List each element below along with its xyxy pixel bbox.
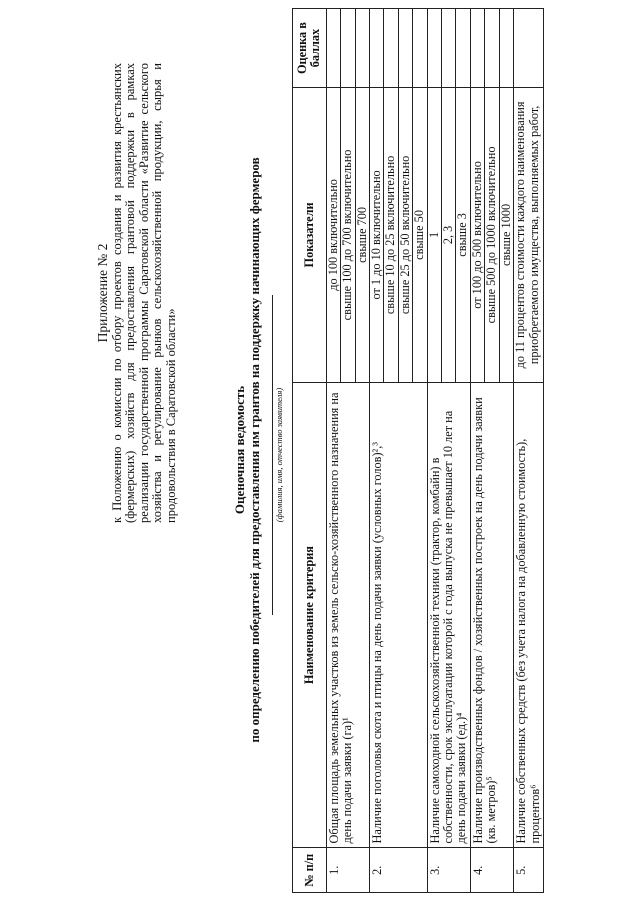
- indicators-cell: [326, 88, 369, 383]
- criterion-cell: Наличие самоходной сельскохозяйственной техники (трактор, комбайн) в собственности, срок эксплуатации которой с года выпуска не превышает 10 лет на день подачи заявки (ед.)⁴: [427, 382, 470, 848]
- appendix-text: к Положению о комиссии по отбору проектов создания и развития крестьянских (фермерских) хозяйств для предоставления грантовой поддержки в рамках реализации государственной программы Саратовской области «Развитие сельского хозяйства и регулирование рынков сельскохозяйственной продукции, сырья и продовольствия в Саратовской области»: [109, 63, 178, 523]
- criterion-cell: Наличие поголовья скота и птицы на день подачи заявки (условных голов)²,³: [370, 382, 428, 848]
- score-slot: [456, 9, 469, 87]
- table-row: [514, 9, 544, 893]
- criterion-cell: Наличие собственных средств (без учета налога на добавленную стоимость), процентов⁶: [514, 382, 544, 848]
- indicator-item: свыше 10 до 25 включительно: [384, 88, 398, 382]
- header-indicators: Показатели: [293, 88, 327, 383]
- table-row: [427, 9, 470, 893]
- header-score: Оценка в баллах: [293, 9, 327, 88]
- indicator-item: до 100 включительно: [327, 88, 341, 382]
- indicator-item: свыше 50: [412, 210, 427, 260]
- indicator-item: свыше 100 до 700 включительно: [341, 88, 355, 382]
- indicator-item: свыше 1000: [498, 203, 513, 266]
- indicator-item: 2, 3: [442, 88, 456, 382]
- header-num: № п/п: [293, 848, 327, 893]
- score-cell: [470, 9, 513, 88]
- indicators-cell: [427, 88, 470, 383]
- score-cell: [514, 9, 544, 88]
- indicator-item: свыше 700: [354, 206, 369, 263]
- sheet-title: Оценочная ведомость: [232, 385, 247, 515]
- row-number: 2.: [370, 848, 428, 893]
- indicator-item: свыше 3: [455, 213, 470, 257]
- indicator-item: свыше 500 до 1000 включительно: [485, 88, 499, 382]
- score-slot: [500, 9, 513, 87]
- score-slot: [370, 9, 384, 87]
- indicator-item: от 1 до 10 включительно: [370, 88, 384, 382]
- indicator-item: от 100 до 500 включительно: [471, 88, 485, 382]
- score-slot: [413, 9, 426, 87]
- score-slot: [442, 9, 456, 87]
- criterion-cell: Общая площадь земельных участков из земель сельско-хозяйственного назначения на день подачи заявки (га)¹: [326, 382, 369, 848]
- indicator-item: 1: [428, 88, 442, 382]
- score-slot: [399, 9, 413, 87]
- score-slot: [341, 9, 355, 87]
- applicant-name-line: [272, 295, 273, 615]
- score-cell: [427, 9, 470, 88]
- indicators-cell: [370, 88, 428, 383]
- criterion-cell: Наличие производственных фондов / хозяйственных построек на день подачи заявки (кв. метров)⁵: [470, 382, 513, 848]
- appendix-block: [96, 63, 179, 523]
- table-row: [470, 9, 513, 893]
- indicator-item: до 11 процентов стоимости каждого наименования приобретаемого имущества, выполняемых работ,: [513, 101, 541, 369]
- indicator-item: свыше 25 до 50 включительно: [399, 88, 413, 382]
- score-slot: [514, 9, 527, 87]
- score-slot: [485, 9, 499, 87]
- table-row: [370, 9, 428, 893]
- indicators-cell: [470, 88, 513, 383]
- sheet-subtitle: по определению победителей для предоставления им грантов на поддержку начинающих фермеров: [247, 157, 262, 743]
- score-slot: [327, 9, 341, 87]
- criteria-table: [292, 8, 544, 893]
- appendix-title: Приложение № 2: [95, 243, 110, 343]
- indicators-cell: [514, 88, 544, 383]
- header-criterion: Наименование критерия: [293, 382, 327, 848]
- score-slot: [471, 9, 485, 87]
- row-number: 3.: [427, 848, 470, 893]
- table-body: [326, 9, 543, 893]
- score-slot: [384, 9, 398, 87]
- score-cell: [370, 9, 428, 88]
- table-row: [326, 9, 369, 893]
- score-cell: [326, 9, 369, 88]
- score-slot: [428, 9, 442, 87]
- applicant-name-hint: (фамилия, имя, отчество заявителя): [274, 387, 284, 523]
- table-header-row: [293, 9, 327, 893]
- row-number: 5.: [514, 848, 544, 893]
- score-slot: [356, 9, 369, 87]
- row-number: 4.: [470, 848, 513, 893]
- row-number: 1.: [326, 848, 369, 893]
